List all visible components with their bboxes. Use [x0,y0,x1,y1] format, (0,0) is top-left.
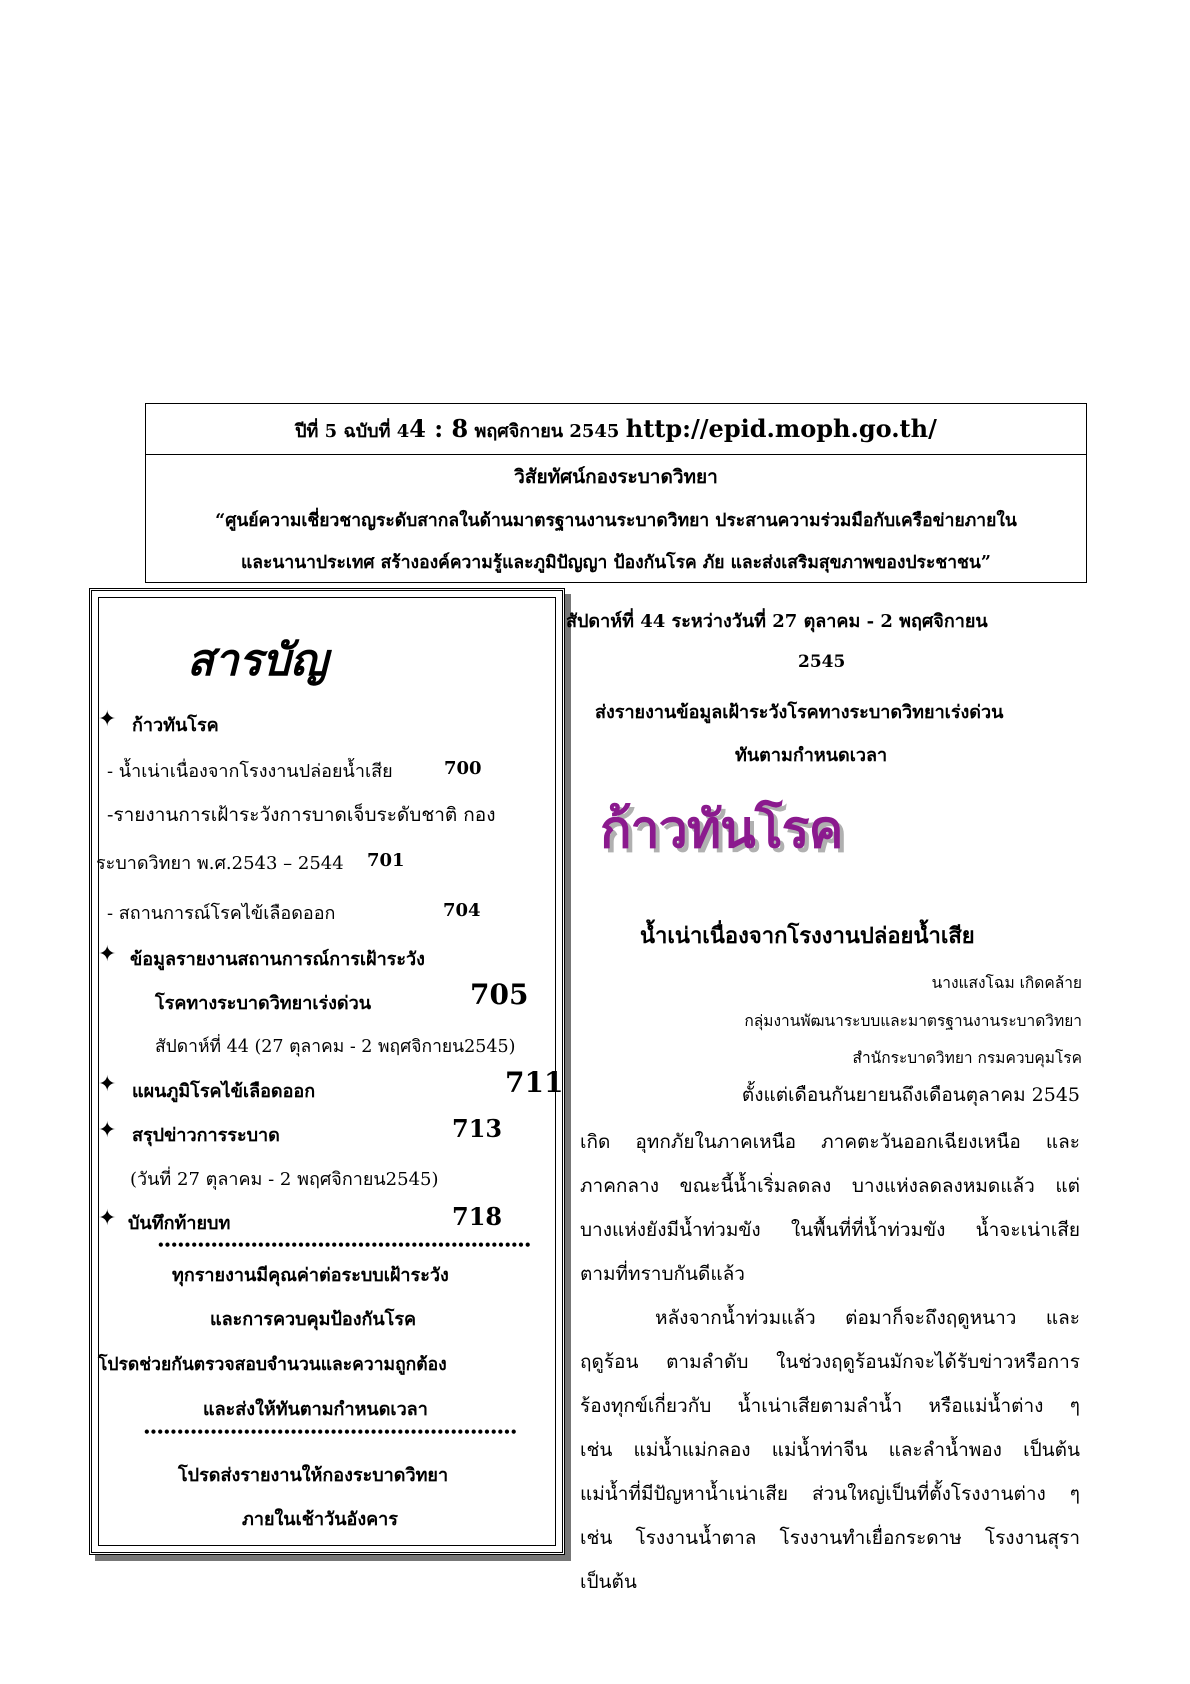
article-line: เป็นต้น [580,1571,637,1593]
bullet-star-icon: ✦ [98,1118,117,1143]
toc-page-number: 701 [367,850,405,871]
bullet-star-icon: ✦ [98,1206,117,1231]
toc-dates: (วันที่ 27 ตุลาคม - 2 พฤศจิกายน2545) [130,1169,439,1190]
website-url[interactable]: http://epid.moph.go.th/ [625,414,937,443]
article-line: เช่น โรงงานน้ำตาล โรงงานทำเยื่อกระดาษ โรงงานสุรา [580,1527,1080,1549]
toc-page-number: 705 [470,978,529,1011]
article-line: แม่น้ำที่มีปัญหาน้ำเน่าเสีย ส่วนใหญ่เป็นที่ตั้งโรงงานต่าง ๆ [580,1483,1080,1505]
article-line: บางแห่งยังมีน้ำท่วมขัง ในพื้นที่ที่น้ำท่วมขัง น้ำจะเน่าเสีย [580,1219,1080,1241]
toc-item-cont[interactable]: ระบาดวิทยา พ.ศ.2543 – 2544 [96,853,344,874]
toc-section-title[interactable]: ข้อมูลรายงานสถานการณ์การเฝ้าระวัง [130,949,425,970]
toc-note: ทุกรายงานมีคุณค่าต่อระบบเฝ้าระวัง [172,1265,449,1286]
dotted-divider: •••••••••••••••••••••••••••••••••••••••••••••••••••••••• [157,1238,531,1252]
article-dept-2: สำนักระบาดวิทยา กรมควบคุมโรค [852,1049,1082,1067]
issue-date: พฤศจิกายน 2545 [474,421,620,442]
article-line: ร้องทุกข์เกี่ยวกับ น้ำเน่าเสียตามลำน้ำ หรือแม่น้ำต่าง ๆ [580,1395,1080,1417]
vision-line-1: “ศูนย์ความเชี่ยวชาญระดับสากลในด้านมาตรฐานงานระบาดวิทยา ประสานความร่วมมือกับเครือข่ายภายใน [215,511,1017,531]
toc-title: สารบัญ [187,635,328,686]
toc-item[interactable]: -รายงานการเฝ้าระวังการบาดเจ็บระดับชาติ กอง [107,804,496,826]
bullet-star-icon: ✦ [98,942,117,967]
article-line: ฤดูร้อน ตามลำดับ ในช่วงฤดูร้อนมักจะได้รับข่าวหรือการ [580,1351,1080,1373]
issue-number: ปีที่ 5 ฉบับที่ 4 [295,421,410,442]
issue-line [146,404,1086,455]
toc-item[interactable]: - สถานการณ์โรคไข้เลือดออก [107,903,336,924]
toc-note: โปรดช่วยกันตรวจสอบจำนวนและความถูกต้อง [98,1355,447,1375]
send-report-line-2: ทันตามกำหนดเวลา [735,745,888,766]
article-line: เกิด อุทกภัยในภาคเหนือ ภาคตะวันออกเฉียงเหนือ และ [580,1131,1080,1153]
send-report-line-1: ส่งรายงานข้อมูลเฝ้าระวังโรคทางระบาดวิทยาเร่งด่วน [595,702,1004,723]
section-heading: ก้าวทันโรค [600,800,843,860]
article-title: น้ำเน่าเนื่องจากโรงงานปล่อยน้ำเสีย [640,923,975,949]
dotted-divider: •••••••••••••••••••••••••••••••••••••••••••••••••••••••• [143,1425,517,1439]
toc-page-number: 700 [444,758,482,779]
bullet-star-icon: ✦ [98,1072,117,1097]
toc-section-title[interactable]: แผนภูมิโรคไข้เลือดออก [132,1081,316,1102]
article-line: หลังจากน้ำท่วมแล้ว ต่อมาก็จะถึงฤดูหนาว และ [655,1307,1080,1329]
week-year: 2545 [798,652,846,672]
toc-section-title[interactable]: สรุปข่าวการระบาด [132,1125,280,1146]
article-para-1-first: ตั้งแต่เดือนกันยายนถึงเดือนตุลาคม 2545 [741,1084,1080,1106]
article-line: ภาคกลาง ขณะนี้น้ำเริ่มลดลง บางแห่งลดลงหมดแล้ว แต่ [580,1175,1080,1197]
issue-header-box [145,403,1087,583]
issue-big: 4 : 8 [409,414,469,443]
vision-line-2: และนานาประเทศ สร้างองค์ความรู้และภูมิปัญญา ป้องกันโรค ภัย และส่งเสริมสุขภาพของประชาชน” [241,553,991,573]
toc-page-number: 711 [505,1066,564,1099]
vision-title: วิสัยทัศน์กองระบาดวิทยา [514,466,718,488]
week-line: สัปดาห์ที่ 44 ระหว่างวันที่ 27 ตุลาคม - 2 พฤศจิกายน [566,611,988,632]
toc-note: และส่งให้ทันตามกำหนดเวลา [203,1399,428,1420]
toc-section-title-cont[interactable]: โรคทางระบาดวิทยาเร่งด่วน [155,993,372,1014]
toc-page-number: 713 [452,1114,503,1143]
toc-page-number: 704 [443,900,481,921]
toc-week: สัปดาห์ที่ 44 (27 ตุลาคม - 2 พฤศจิกายน2545) [155,1037,516,1057]
toc-page-number: 718 [452,1202,503,1231]
article-dept-1: กลุ่มงานพัฒนาระบบและมาตรฐานงานระบาดวิทยา [744,1012,1082,1030]
toc-note: ภายในเช้าวันอังคาร [242,1509,398,1530]
toc-note: และการควบคุมป้องกันโรค [210,1309,417,1330]
toc-item[interactable]: - น้ำเน่าเนื่องจากโรงงานปล่อยน้ำเสีย [107,761,393,782]
article-line: เช่น แม่น้ำแม่กลอง แม่น้ำท่าจีน และลำน้ำพอง เป็นต้น [580,1439,1080,1461]
article-line: ตามที่ทราบกันดีแล้ว [580,1263,745,1285]
article-author: นางแสงโฉม เกิดคล้าย [931,974,1082,992]
toc-note: โปรดส่งรายงานให้กองระบาดวิทยา [178,1465,449,1486]
toc-section-title[interactable]: บันทึกท้ายบท [128,1213,231,1234]
bullet-star-icon: ✦ [98,707,117,732]
toc-section-title[interactable]: ก้าวทันโรค [132,715,219,736]
